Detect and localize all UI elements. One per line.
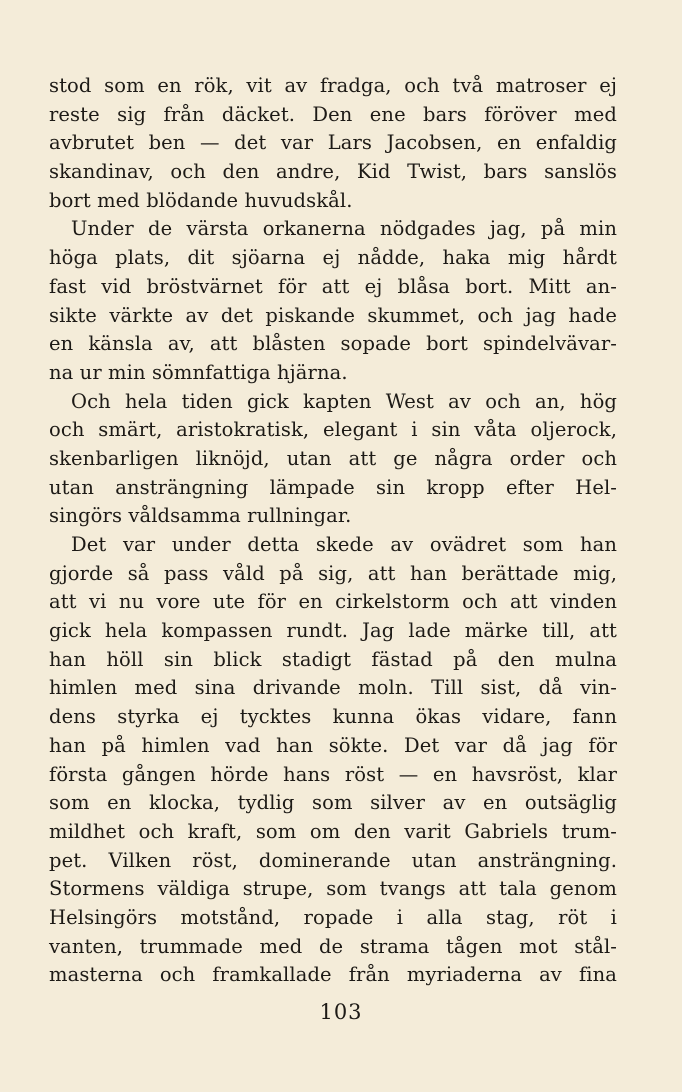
text-line: första gången hörde hans röst — en havsröst, klar	[49, 762, 617, 786]
text-line: och smärt, aristokratisk, elegant i sin våta oljerock,	[49, 418, 617, 442]
text-line: avbrutet ben — det var Lars Jacobsen, en enfaldig	[49, 131, 617, 155]
text-line: som en klocka, tydlig som silver av en outsäglig	[49, 791, 617, 815]
text-line: pet. Vilken röst, dominerande utan ansträngning.	[49, 848, 617, 872]
text-line: bort med blödande huvudskål.	[49, 188, 353, 212]
text-line: Det var under detta skede av ovädret som han	[71, 533, 617, 556]
text-line: himlen med sina drivande moln. Till sist, då vin-	[49, 676, 617, 700]
text-line: han på himlen vad han sökte. Det var då jag för	[49, 733, 617, 757]
text-line: höga plats, dit sjöarna ej nådde, haka mig hårdt	[49, 246, 617, 270]
text-line: Under de värsta orkanerna nödgades jag, på min	[71, 217, 617, 241]
text-line: skandinav, och den andre, Kid Twist, bars sanslös	[49, 160, 617, 184]
page-number: 103	[319, 1000, 363, 1024]
text-line: han höll sin blick stadigt fästad på den mulna	[49, 647, 617, 671]
text-line: en känsla av, att blåsten sopade bort spindelvävar-	[49, 332, 617, 356]
text-line: singörs våldsamma rullningar.	[49, 504, 352, 528]
text-line: utan ansträngning lämpade sin kropp efter Hel-	[49, 475, 617, 499]
text-line: na ur min sömnfattiga hjärna.	[49, 360, 348, 384]
text-line: mildhet och kraft, som om den varit Gabriels trum-	[49, 819, 617, 843]
text-line: reste sig från däcket. Den ene bars föröver med	[49, 102, 617, 126]
body-text	[49, 72, 617, 990]
text-line: masterna och framkallade från myriaderna av fina	[49, 963, 617, 987]
text-line: vanten, trummade med de strama tågen mot stål-	[49, 934, 617, 958]
text-line: Helsingörs motstånd, ropade i alla stag, röt i	[49, 905, 617, 929]
text-line: att vi nu vore ute för en cirkelstorm och att vinden	[49, 590, 617, 614]
text-line: gick hela kompassen rundt. Jag lade märke till, att	[49, 619, 617, 643]
text-line: fast vid bröstvärnet för att ej blåsa bort. Mitt an-	[49, 274, 617, 298]
text-line: Och hela tiden gick kapten West av och an, hög	[71, 389, 617, 413]
text-line: dens styrka ej tycktes kunna ökas vidare, fann	[49, 705, 617, 729]
text-line: Stormens väldiga strupe, som tvangs att tala genom	[49, 877, 617, 901]
text-line: gjorde så pass våld på sig, att han berättade mig,	[49, 561, 617, 585]
text-line: sikte värkte av det piskande skummet, och jag hade	[49, 303, 617, 327]
text-line: stod som en rök, vit av fradga, och två matroser ej	[49, 74, 617, 97]
text-line: skenbarligen liknöjd, utan att ge några order och	[49, 446, 617, 470]
